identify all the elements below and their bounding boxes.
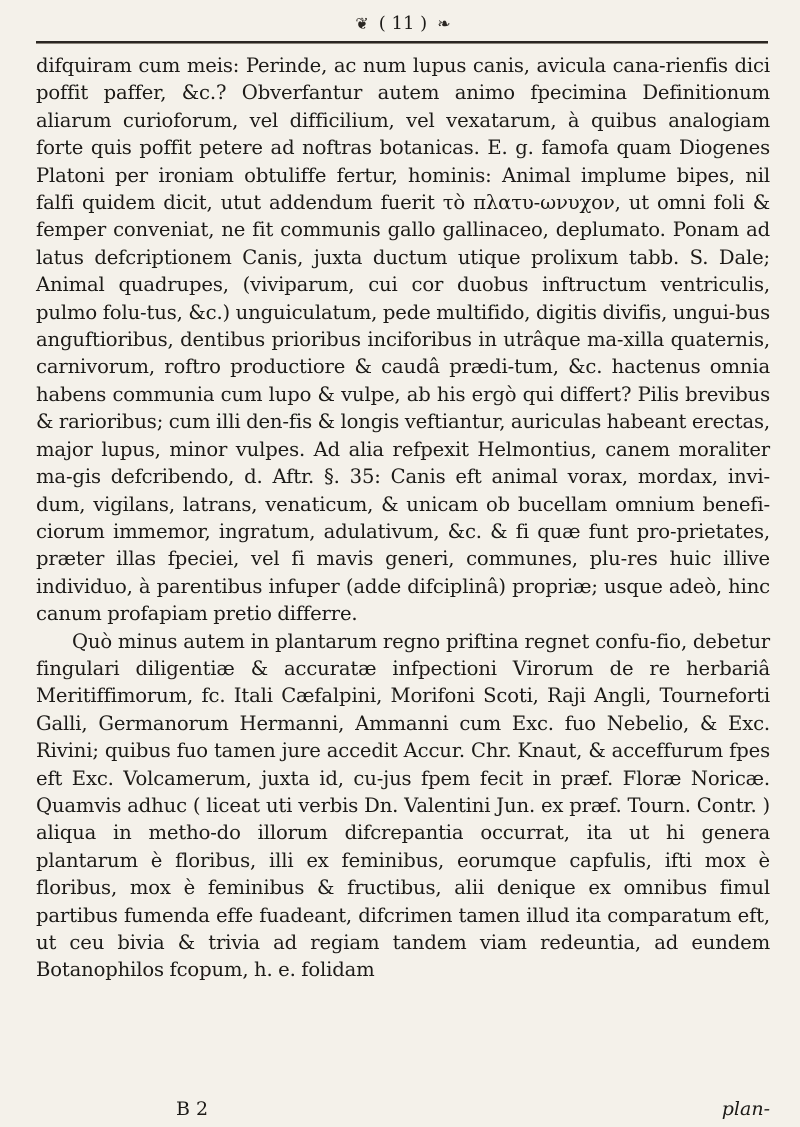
body-text [36,52,770,984]
page-header [36,10,770,36]
paragraph-1: difquiram cum meis: Perinde, ac num lupus canis, avicula cana-rienfis dici poffit paffer, &c.? Obverfantur autem animo fpecimina Definitionum aliarum curioforum, vel difficilium, vel vexatarum, à quibus analogiam forte quis poffit petere ad noftras botanicas. E. g. famofa quam Diogenes Platoni per ironiam obtuliffe fertur, hominis: Animal implume bipes, nil falfi quidem dicit, utut addendum fuerit τὸ πλατυ-ωνυχον, ut omni foli & femper conveniat, ne fit communis gallo gallinaceo, deplumato. Ponam ad latus defcriptionem Canis, juxta ductum utique prolixum tabb. S. Dale; Animal quadrupes, (viviparum, cui cor duobus inftructum ventriculis, pulmo folu-tus, &c.) unguiculatum, pede multifido, digitis divifis, ungui-bus anguftioribus, dentibus prioribus inciforibus in utrâque ma-xilla quaternis, carnivorum, roftro productiore & caudâ prædi-tum, &c. hactenus omnia habens communia cum lupo & vulpe, ab his ergò qui differt? Pilis brevibus & rarioribus; cum illi den-fis & longis veftiantur, auriculas habeant erectas, major lupus, minor vulpes. Ad alia refpexit Helmontius, canem moraliter ma-gis defcribendo, d. Aftr. §. 35: Canis eft animal vorax, mordax, invi-dum, vigilans, latrans, venaticum, & unicam ob bucellam omnium benefi-ciorum immemor, ingratum, adulativum, &c. & fi quæ funt pro-prietates, præter illas fpeciei, vel fi mavis generi, communes, plu-res huic illive individuo, à parentibus infuper (adde difciplinâ) propriæ; usque adeò, hinc canum profapiam pretio differre. [36,54,770,626]
paragraph-2: Quò minus autem in plantarum regno priftina regnet confu-fio, debetur fingulari diligentiæ & accuratæ infpectioni Virorum de re herbariâ Meritiffimorum, fc. Itali Cæfalpini, Morifoni Scoti, Raji Angli, Tourneforti Galli, Germanorum Hermanni, Ammanni cum Exc. fuo Nebelio, & Exc. Rivini; quibus fuo tamen jure accedit Accur. Chr. Knaut, & acceffurum fpes eft Exc. Volcamerum, juxta id, cu-jus fpem fecit in præf. Floræ Noricæ. Quamvis adhuc ( liceat uti verbis Dn. Valentini Jun. ex præf. Tourn. Contr. ) aliqua in metho-do illorum difcrepantia occurrat, ita ut hi genera plantarum è floribus, illi ex feminibus, eorumque capfulis, ifti mox è floribus, mox è feminibus & fructibus, alii denique ex omnibus fimul partibus fumenda effe fuadeant, difcrimen tamen illud ita comparatum eft, ut ceu bivia & trivia ad regiam tandem viam redeuntia, ad eundem Botanophilos fcopum, h. e. folidam [36,629,770,982]
header-rule [36,41,768,44]
right-ornament-icon: ❧ [437,13,451,33]
page-footer [36,1098,770,1120]
catchword: plan- [721,1098,770,1120]
signature-mark: B 2 [176,1098,209,1120]
page-number: ( 11 ) [378,12,428,34]
left-ornament-icon: ❦ [355,13,369,33]
